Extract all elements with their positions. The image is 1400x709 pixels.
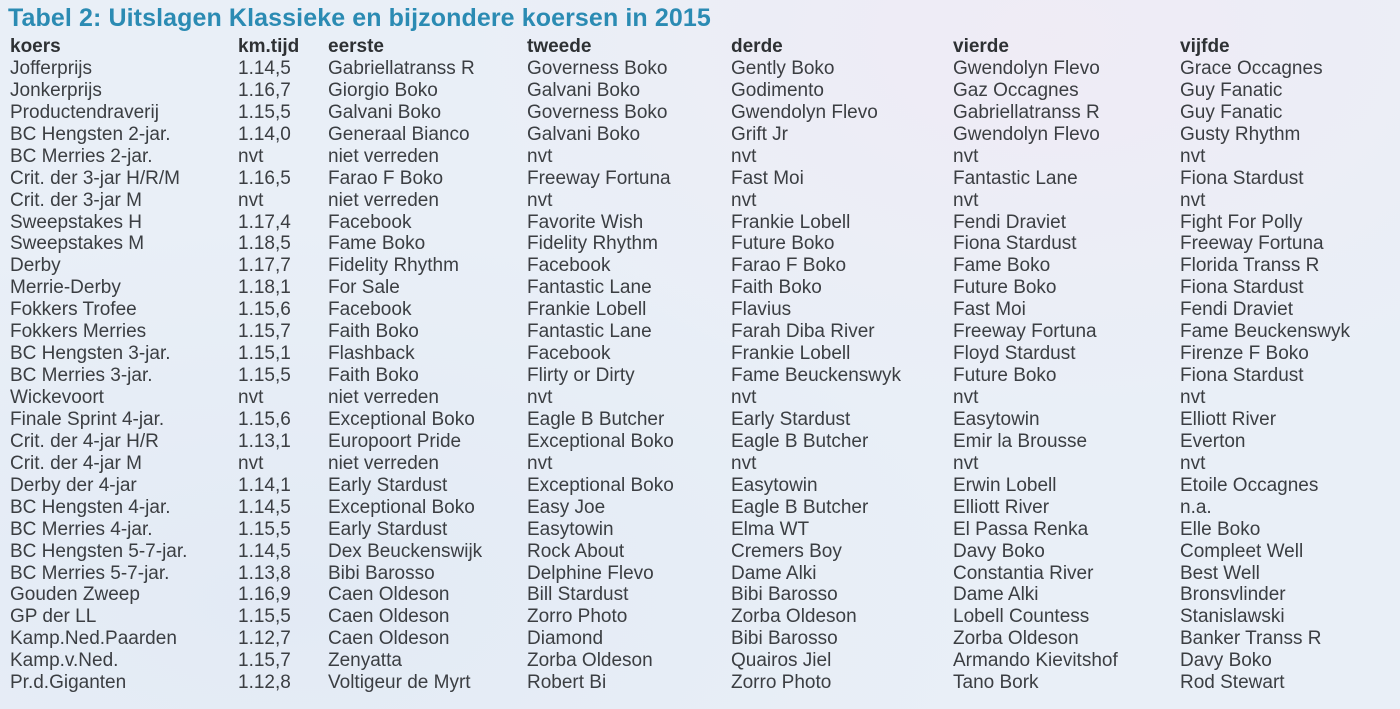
cell-vierde: El Passa Renka bbox=[953, 518, 1089, 540]
cell-eerste: Galvani Boko bbox=[328, 101, 442, 123]
cell-eerste: Flashback bbox=[328, 343, 415, 365]
cell-derde: Quairos Jiel bbox=[731, 650, 832, 672]
cell-derde: Frankie Lobell bbox=[731, 211, 851, 233]
cell-vierde: Floyd Stardust bbox=[953, 343, 1076, 365]
cell-koers: BC Hengsten 4-jar. bbox=[10, 496, 171, 518]
cell-tweede: Zorba Oldeson bbox=[527, 650, 653, 672]
cell-tweede: nvt bbox=[527, 387, 553, 408]
cell-derde: Fame Beuckenswyk bbox=[731, 365, 902, 387]
cell-vierde: Constantia River bbox=[953, 562, 1094, 584]
cell-eerste: niet verreden bbox=[328, 387, 439, 408]
cell-vijfde: nvt bbox=[1180, 189, 1206, 211]
cell-derde: Dame Alki bbox=[731, 562, 817, 584]
cell-km-tijd: 1.16,9 bbox=[238, 584, 291, 606]
cell-vijfde: Banker Transs R bbox=[1180, 628, 1322, 650]
cell-km-tijd: 1.15,6 bbox=[238, 408, 291, 430]
table-row bbox=[0, 650, 1400, 672]
cell-vierde: Elliott River bbox=[953, 496, 1050, 518]
cell-vierde: Gwendolyn Flevo bbox=[953, 123, 1100, 145]
cell-derde: Fast Moi bbox=[731, 167, 804, 189]
cell-koers: Merrie-Derby bbox=[10, 277, 121, 299]
cell-vijfde: Guy Fanatic bbox=[1180, 101, 1283, 123]
cell-eerste: Generaal Bianco bbox=[328, 123, 470, 145]
cell-tweede: nvt bbox=[527, 452, 553, 474]
cell-km-tijd: nvt bbox=[238, 387, 264, 408]
cell-derde: Eagle B Butcher bbox=[731, 496, 869, 518]
cell-eerste: niet verreden bbox=[328, 452, 439, 474]
cell-km-tijd: 1.15,7 bbox=[238, 650, 291, 672]
cell-derde: Gently Boko bbox=[731, 57, 835, 79]
cell-eerste: For Sale bbox=[328, 277, 400, 299]
cell-vijfde: Fame Beuckenswyk bbox=[1180, 321, 1351, 343]
cell-vijfde: Compleet Well bbox=[1180, 540, 1304, 562]
cell-derde: Farah Diba River bbox=[731, 321, 875, 343]
cell-derde: Early Stardust bbox=[731, 408, 851, 430]
cell-koers: BC Merries 2-jar. bbox=[10, 145, 153, 167]
header-tweede: tweede bbox=[527, 36, 592, 57]
cell-eerste: Faith Boko bbox=[328, 321, 419, 343]
table-row bbox=[0, 475, 1400, 497]
cell-vijfde: Elliott River bbox=[1180, 408, 1277, 430]
cell-derde: Farao F Boko bbox=[731, 255, 847, 277]
header-eerste: eerste bbox=[328, 36, 384, 57]
cell-eerste: niet verreden bbox=[328, 189, 439, 211]
cell-derde: Future Boko bbox=[731, 233, 835, 255]
table-row bbox=[0, 146, 1400, 168]
cell-vierde: Gabriellatranss R bbox=[953, 101, 1100, 123]
cell-koers: Crit. der 4-jar M bbox=[10, 452, 142, 474]
cell-derde: nvt bbox=[731, 387, 757, 408]
cell-vijfde: Rod Stewart bbox=[1180, 672, 1285, 694]
cell-vijfde: nvt bbox=[1180, 387, 1206, 408]
cell-tweede: nvt bbox=[527, 189, 553, 211]
cell-km-tijd: 1.14,5 bbox=[238, 540, 291, 562]
cell-derde: Elma WT bbox=[731, 518, 810, 540]
cell-vijfde: Grace Occagnes bbox=[1180, 57, 1323, 79]
cell-tweede: nvt bbox=[527, 145, 553, 167]
cell-eerste: Caen Oldeson bbox=[328, 628, 450, 650]
cell-tweede: Fidelity Rhythm bbox=[527, 233, 658, 255]
cell-vierde: Tano Bork bbox=[953, 672, 1039, 694]
cell-vijfde: nvt bbox=[1180, 145, 1206, 167]
table-row bbox=[0, 497, 1400, 519]
cell-eerste: Early Stardust bbox=[328, 474, 448, 496]
cell-vierde: Gwendolyn Flevo bbox=[953, 57, 1100, 79]
cell-derde: Zorro Photo bbox=[731, 672, 832, 694]
cell-km-tijd: 1.17,4 bbox=[238, 211, 291, 233]
cell-tweede: Diamond bbox=[527, 628, 604, 650]
cell-tweede: Eagle B Butcher bbox=[527, 408, 665, 430]
cell-vijfde: Stanislawski bbox=[1180, 606, 1285, 628]
cell-koers: Crit. der 4-jar H/R bbox=[10, 430, 159, 452]
cell-vierde: Lobell Countess bbox=[953, 606, 1090, 628]
cell-eerste: Bibi Barosso bbox=[328, 562, 435, 584]
table-row bbox=[0, 233, 1400, 255]
cell-koers: BC Merries 4-jar. bbox=[10, 518, 153, 540]
cell-vierde: Gaz Occagnes bbox=[953, 79, 1079, 101]
table-row bbox=[0, 102, 1400, 124]
cell-km-tijd: 1.12,8 bbox=[238, 672, 291, 694]
cell-tweede: Governess Boko bbox=[527, 57, 668, 79]
cell-vierde: Future Boko bbox=[953, 277, 1057, 299]
cell-eerste: Early Stardust bbox=[328, 518, 448, 540]
cell-derde: Bibi Barosso bbox=[731, 628, 838, 650]
cell-tweede: Rock About bbox=[527, 540, 625, 562]
table-row bbox=[0, 387, 1400, 409]
header-derde: derde bbox=[731, 36, 783, 57]
cell-eerste: Exceptional Boko bbox=[328, 496, 475, 518]
header-km-tijd: km.tijd bbox=[238, 36, 300, 57]
cell-tweede: Facebook bbox=[527, 343, 611, 365]
cell-derde: Zorba Oldeson bbox=[731, 606, 857, 628]
cell-vijfde: Fiona Stardust bbox=[1180, 277, 1304, 299]
cell-vijfde: n.a. bbox=[1180, 496, 1212, 518]
cell-eerste: Facebook bbox=[328, 299, 412, 321]
cell-tweede: Exceptional Boko bbox=[527, 430, 674, 452]
table-row bbox=[0, 168, 1400, 190]
cell-km-tijd: nvt bbox=[238, 145, 264, 167]
cell-km-tijd: 1.15,5 bbox=[238, 606, 291, 628]
cell-km-tijd: 1.15,5 bbox=[238, 365, 291, 387]
cell-derde: nvt bbox=[731, 452, 757, 474]
table-row bbox=[0, 299, 1400, 321]
cell-vijfde: Fendi Draviet bbox=[1180, 299, 1293, 321]
cell-koers: Crit. der 3-jar M bbox=[10, 189, 142, 211]
header-koers: koers bbox=[10, 36, 61, 57]
cell-koers: Gouden Zweep bbox=[10, 584, 140, 606]
cell-eerste: Zenyatta bbox=[328, 650, 402, 672]
cell-km-tijd: nvt bbox=[238, 189, 264, 211]
cell-vijfde: Best Well bbox=[1180, 562, 1260, 584]
cell-km-tijd: 1.15,5 bbox=[238, 101, 291, 123]
cell-vierde: Freeway Fortuna bbox=[953, 321, 1097, 343]
header-vijfde: vijfde bbox=[1180, 36, 1230, 57]
cell-koers: Finale Sprint 4-jar. bbox=[10, 408, 165, 430]
cell-km-tijd: 1.18,1 bbox=[238, 277, 291, 299]
cell-eerste: Farao F Boko bbox=[328, 167, 444, 189]
cell-koers: Wickevoort bbox=[10, 387, 104, 408]
table-row bbox=[0, 628, 1400, 650]
table-row bbox=[0, 58, 1400, 80]
cell-derde: Easytowin bbox=[731, 474, 818, 496]
table-row bbox=[0, 343, 1400, 365]
cell-vijfde: Bronsvlinder bbox=[1180, 584, 1286, 606]
cell-eerste: Fidelity Rhythm bbox=[328, 255, 459, 277]
cell-derde: Eagle B Butcher bbox=[731, 430, 869, 452]
cell-km-tijd: 1.18,5 bbox=[238, 233, 291, 255]
cell-tweede: Zorro Photo bbox=[527, 606, 628, 628]
table-row bbox=[0, 563, 1400, 585]
cell-vierde: Fantastic Lane bbox=[953, 167, 1078, 189]
cell-vierde: nvt bbox=[953, 145, 979, 167]
table-row bbox=[0, 277, 1400, 299]
cell-tweede: Galvani Boko bbox=[527, 123, 641, 145]
cell-koers: Jonkerprijs bbox=[10, 79, 102, 101]
cell-derde: Godimento bbox=[731, 79, 824, 101]
cell-km-tijd: nvt bbox=[238, 452, 264, 474]
cell-tweede: Facebook bbox=[527, 255, 611, 277]
cell-tweede: Frankie Lobell bbox=[527, 299, 647, 321]
cell-derde: Cremers Boy bbox=[731, 540, 842, 562]
cell-vijfde: Fiona Stardust bbox=[1180, 365, 1304, 387]
table-row bbox=[0, 606, 1400, 628]
cell-vijfde: Davy Boko bbox=[1180, 650, 1272, 672]
cell-vierde: Davy Boko bbox=[953, 540, 1045, 562]
cell-koers: Sweepstakes H bbox=[10, 211, 143, 233]
cell-tweede: Delphine Flevo bbox=[527, 562, 654, 584]
cell-vijfde: Elle Boko bbox=[1180, 518, 1261, 540]
cell-km-tijd: 1.16,7 bbox=[238, 79, 291, 101]
cell-vijfde: Freeway Fortuna bbox=[1180, 233, 1324, 255]
cell-derde: Bibi Barosso bbox=[731, 584, 838, 606]
cell-tweede: Flirty or Dirty bbox=[527, 365, 635, 387]
cell-eerste: Voltigeur de Myrt bbox=[328, 672, 471, 694]
cell-koers: Fokkers Trofee bbox=[10, 299, 137, 321]
cell-vierde: Zorba Oldeson bbox=[953, 628, 1079, 650]
cell-tweede: Fantastic Lane bbox=[527, 321, 652, 343]
table-header-row bbox=[0, 36, 1400, 58]
table-row bbox=[0, 453, 1400, 475]
cell-vierde: nvt bbox=[953, 387, 979, 408]
cell-koers: Kamp.v.Ned. bbox=[10, 650, 119, 672]
cell-eerste: Fame Boko bbox=[328, 233, 426, 255]
cell-tweede: Easy Joe bbox=[527, 496, 606, 518]
cell-eerste: niet verreden bbox=[328, 145, 439, 167]
cell-koers: Pr.d.Giganten bbox=[10, 672, 127, 694]
cell-vijfde: Fiona Stardust bbox=[1180, 167, 1304, 189]
cell-km-tijd: 1.14,5 bbox=[238, 496, 291, 518]
cell-derde: nvt bbox=[731, 145, 757, 167]
table-row bbox=[0, 321, 1400, 343]
cell-derde: nvt bbox=[731, 189, 757, 211]
cell-vierde: nvt bbox=[953, 189, 979, 211]
cell-eerste: Exceptional Boko bbox=[328, 408, 475, 430]
cell-vierde: Fast Moi bbox=[953, 299, 1026, 321]
cell-tweede: Governess Boko bbox=[527, 101, 668, 123]
cell-km-tijd: 1.14,1 bbox=[238, 474, 291, 496]
cell-koers: Derby bbox=[10, 255, 61, 277]
results-table bbox=[0, 36, 1400, 694]
cell-vierde: Armando Kievitshof bbox=[953, 650, 1118, 672]
cell-km-tijd: 1.15,6 bbox=[238, 299, 291, 321]
cell-tweede: Fantastic Lane bbox=[527, 277, 652, 299]
cell-derde: Faith Boko bbox=[731, 277, 822, 299]
cell-koers: BC Hengsten 5-7-jar. bbox=[10, 540, 188, 562]
table-row bbox=[0, 541, 1400, 563]
cell-vijfde: Guy Fanatic bbox=[1180, 79, 1283, 101]
cell-tweede: Easytowin bbox=[527, 518, 614, 540]
table-row bbox=[0, 672, 1400, 694]
cell-vijfde: Fight For Polly bbox=[1180, 211, 1303, 233]
header-vierde: vierde bbox=[953, 36, 1009, 57]
cell-eerste: Gabriellatranss R bbox=[328, 57, 475, 79]
cell-vijfde: Firenze F Boko bbox=[1180, 343, 1309, 365]
cell-koers: BC Merries 5-7-jar. bbox=[10, 562, 170, 584]
cell-koers: Jofferprijs bbox=[10, 57, 93, 79]
cell-vijfde: Everton bbox=[1180, 430, 1246, 452]
cell-koers: Crit. der 3-jar H/R/M bbox=[10, 167, 180, 189]
cell-derde: Gwendolyn Flevo bbox=[731, 101, 878, 123]
cell-tweede: Favorite Wish bbox=[527, 211, 644, 233]
cell-eerste: Faith Boko bbox=[328, 365, 419, 387]
cell-eerste: Giorgio Boko bbox=[328, 79, 438, 101]
cell-eerste: Europoort Pride bbox=[328, 430, 462, 452]
cell-km-tijd: 1.13,8 bbox=[238, 562, 291, 584]
cell-eerste: Facebook bbox=[328, 211, 412, 233]
cell-km-tijd: 1.13,1 bbox=[238, 430, 291, 452]
cell-tweede: Robert Bi bbox=[527, 672, 607, 694]
table-row bbox=[0, 212, 1400, 234]
table-row bbox=[0, 190, 1400, 212]
cell-koers: BC Merries 3-jar. bbox=[10, 365, 153, 387]
cell-vierde: Easytowin bbox=[953, 408, 1040, 430]
cell-vierde: Emir la Brousse bbox=[953, 430, 1088, 452]
cell-tweede: Galvani Boko bbox=[527, 79, 641, 101]
cell-vierde: nvt bbox=[953, 452, 979, 474]
cell-km-tijd: 1.14,5 bbox=[238, 57, 291, 79]
table-row bbox=[0, 584, 1400, 606]
table-row bbox=[0, 365, 1400, 387]
cell-vierde: Fendi Draviet bbox=[953, 211, 1066, 233]
cell-km-tijd: 1.15,7 bbox=[238, 321, 291, 343]
cell-eerste: Dex Beuckenswijk bbox=[328, 540, 483, 562]
cell-km-tijd: 1.12,7 bbox=[238, 628, 291, 650]
cell-koers: BC Hengsten 2-jar. bbox=[10, 123, 171, 145]
cell-km-tijd: 1.17,7 bbox=[238, 255, 291, 277]
cell-koers: Sweepstakes M bbox=[10, 233, 145, 255]
cell-derde: Flavius bbox=[731, 299, 792, 321]
cell-vierde: Fiona Stardust bbox=[953, 233, 1077, 255]
cell-koers: Productendraverij bbox=[10, 101, 159, 123]
table-row bbox=[0, 409, 1400, 431]
cell-vijfde: Etoile Occagnes bbox=[1180, 474, 1319, 496]
cell-km-tijd: 1.14,0 bbox=[238, 123, 291, 145]
cell-vierde: Fame Boko bbox=[953, 255, 1051, 277]
table-row bbox=[0, 431, 1400, 453]
cell-km-tijd: 1.15,1 bbox=[238, 343, 291, 365]
cell-vierde: Dame Alki bbox=[953, 584, 1039, 606]
cell-koers: Derby der 4-jar bbox=[10, 474, 137, 496]
cell-tweede: Freeway Fortuna bbox=[527, 167, 671, 189]
cell-vijfde: nvt bbox=[1180, 452, 1206, 474]
cell-tweede: Exceptional Boko bbox=[527, 474, 674, 496]
cell-derde: Frankie Lobell bbox=[731, 343, 851, 365]
table-row bbox=[0, 255, 1400, 277]
table-row bbox=[0, 519, 1400, 541]
cell-vijfde: Florida Transs R bbox=[1180, 255, 1320, 277]
cell-koers: GP der LL bbox=[10, 606, 97, 628]
cell-koers: Kamp.Ned.Paarden bbox=[10, 628, 177, 650]
cell-eerste: Caen Oldeson bbox=[328, 584, 450, 606]
table-row bbox=[0, 80, 1400, 102]
cell-tweede: Bill Stardust bbox=[527, 584, 629, 606]
cell-vijfde: Gusty Rhythm bbox=[1180, 123, 1301, 145]
table-body bbox=[0, 58, 1400, 694]
table-row bbox=[0, 124, 1400, 146]
table-title: Tabel 2: Uitslagen Klassieke en bijzondere koersen in 2015 bbox=[8, 4, 711, 32]
cell-km-tijd: 1.15,5 bbox=[238, 518, 291, 540]
cell-eerste: Caen Oldeson bbox=[328, 606, 450, 628]
cell-vierde: Future Boko bbox=[953, 365, 1057, 387]
cell-km-tijd: 1.16,5 bbox=[238, 167, 291, 189]
cell-koers: BC Hengsten 3-jar. bbox=[10, 343, 171, 365]
cell-derde: Grift Jr bbox=[731, 123, 788, 145]
cell-vierde: Erwin Lobell bbox=[953, 474, 1057, 496]
cell-koers: Fokkers Merries bbox=[10, 321, 147, 343]
